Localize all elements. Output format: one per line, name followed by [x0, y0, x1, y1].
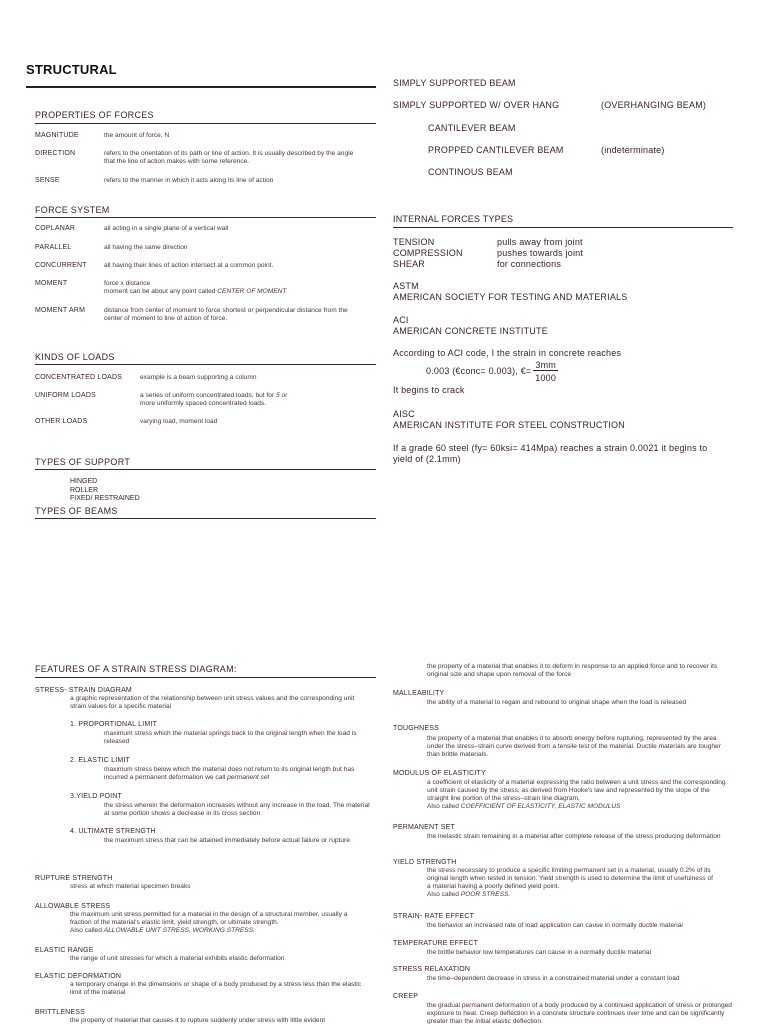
- yield-strength-also: [427, 891, 717, 899]
- magnitude-term: MAGNITUDE: [35, 132, 79, 139]
- propped-note: (indeterminate): [601, 145, 665, 155]
- strain-fraction: [533, 360, 558, 383]
- beams-divider: [35, 518, 376, 519]
- tension-def: pulls away from joint: [497, 237, 583, 247]
- permanent-set-def: the inelastic strain remaining in a material after complete release of the stress producing deformation: [427, 833, 721, 840]
- sense-term: SENSE: [35, 177, 60, 184]
- grade60-note: If a grade 60 steel (fy= 60ksi= 414Mpa) reaches a strain 0.0021 it begins to yield of (2.1mm): [393, 443, 708, 464]
- astm-full: AMERICAN SOCIETY FOR TESTING AND MATERIALS: [393, 292, 628, 302]
- parallel-term: PARALLEL: [35, 244, 72, 251]
- modulus-term: MODULUS OF ELASTICITY: [393, 770, 486, 777]
- moment-arm-def: distance from center of moment to force shortest or perpendicular distance from the center of moment to line of action of force.: [104, 307, 348, 322]
- compression-def: pushes towards joint: [497, 248, 584, 258]
- elastic-limit-text: maximum stress below which the material does not return to its original length but has incurred a permanent deformation we call: [104, 766, 355, 781]
- internal-forces-divider: [393, 227, 733, 228]
- rupture-term: RUPTURE STRENGTH: [35, 875, 113, 882]
- loads-divider: [35, 364, 376, 365]
- yield-strength-term: YIELD STRENGTH: [393, 859, 457, 866]
- ductility-def: the property of a material that enables it to deform in response to an applied force and to recover its original size and shape upon removal of the force: [427, 663, 718, 678]
- concentrated-def: example is a beam supporting a column: [140, 374, 257, 381]
- continuous-beam: CONTINOUS BEAM: [428, 167, 513, 177]
- aci-formula: [426, 360, 558, 383]
- loads-heading: KINDS OF LOADS: [35, 352, 115, 362]
- support-list: [70, 478, 140, 504]
- shear-def: for connections: [497, 259, 562, 269]
- creep-def: the gradual permanent deformation of a body produced by a continued application of stress or prolonged exposure to heat. Creep deflection in a concrete structure continues over time and can be significantly greater than the initial elastic deflection.: [427, 1002, 732, 1024]
- moment-def: [104, 280, 374, 296]
- simply-supported-beam: SIMPLY SUPPORTED BEAM: [393, 78, 516, 88]
- crack-note: It begins to crack: [393, 385, 465, 395]
- coplanar-term: COPLANAR: [35, 225, 76, 232]
- support-heading: TYPES OF SUPPORT: [35, 457, 131, 467]
- direction-term: DIRECTION: [35, 150, 76, 157]
- center-of-moment: CENTER OF MOMENT: [217, 288, 287, 295]
- modulus-def: [427, 779, 732, 811]
- overhang-note: (OVERHANGING BEAM): [601, 100, 707, 110]
- shear-term: SHEAR: [393, 259, 426, 269]
- relaxation-term: STRESS RELAXATION: [393, 966, 471, 973]
- ultimate-strength-def: the maximum stress that can be attained immediately before actual failure or rupture: [104, 837, 350, 844]
- moment-term: MOMENT: [35, 280, 68, 287]
- astm-abbr: ASTM: [393, 281, 419, 291]
- yield-point-label: 3.YIELD POINT: [70, 793, 123, 800]
- stress-strain-term: STRESS- STRAIN DIAGRAM: [35, 687, 132, 694]
- concentrated-term: CONCENTRATED LOADS: [35, 374, 123, 381]
- uniform-def-line1: [140, 392, 372, 400]
- permanent-set-em: permanent set: [227, 774, 270, 781]
- fraction-denominator: 1000: [535, 373, 557, 383]
- elastic-range-def: the range of unit stresses for which a material exhibits elastic deformation: [70, 955, 285, 962]
- toughness-def: the property of a material that enables it to absorb energy before rupturing, represented by the area under the stress–strain curve derived from a tensile test of the material. Ductile materials are tougher than brittle materials.: [427, 735, 721, 758]
- internal-forces-heading: INTERNAL FORCES TYPES: [393, 214, 514, 224]
- page-title: STRUCTURAL: [26, 62, 117, 77]
- ultimate-strength-label: 4. ULTIMATE STRENGTH: [70, 828, 156, 835]
- elastic-range-term: ELASTIC RANGE: [35, 947, 94, 954]
- allowable-term: ALLOWABLE STRESS: [35, 903, 111, 910]
- modulus-also-text: Also called: [427, 803, 459, 810]
- uniform-def: [140, 392, 372, 408]
- support-roller: ROLLER: [70, 486, 99, 494]
- support-fixed: FIXED/ RESTRAINED: [70, 495, 140, 502]
- permanent-set-term: PERMANENT SET: [393, 824, 455, 831]
- propped-cantilever-beam: PROPPED CANTILEVER BEAM: [428, 145, 564, 155]
- direction-def: refers to the orientation of its path or line of action. It is usually described by the angle that the line of action makes with some reference.: [104, 150, 354, 165]
- allowable-also: [70, 927, 370, 935]
- strain-rate-term: STRAIN- RATE EFFECT: [393, 913, 475, 920]
- proportional-limit-def: maximum stress which the material springs back to the original length when the load is released: [104, 730, 357, 745]
- allowable-also-em: ALLOWABLE UNIT STRESS, WORKING STRESS.: [103, 927, 255, 934]
- concurrent-def: all having their lines of action intersect at a common point.: [104, 262, 274, 269]
- malleability-def: the ability of a material to regain and rebound to original shape when the load is released: [427, 699, 687, 706]
- concurrent-term: CONCURRENT: [35, 262, 87, 269]
- allowable-also-text: Also called: [70, 927, 102, 934]
- toughness-term: TOUGHNESS: [393, 725, 440, 732]
- uniform-def-text: a series of uniform concentrated loads, but for: [140, 392, 275, 399]
- elastic-limit-def: [104, 766, 370, 782]
- features-heading: FEATURES OF A STRAIN STRESS DIAGRAM:: [35, 664, 237, 674]
- yield-point-def: the stress wherein the deformation increases without any increase in the load. The material at some portion shows a decrease in its cross section: [104, 802, 370, 817]
- rupture-def: stress at which material specimen breaks: [70, 883, 191, 890]
- overhang-beam: SIMPLY SUPPORTED W/ OVER HANG: [393, 100, 560, 110]
- allowable-def: [70, 911, 370, 935]
- relaxation-def: the time–dependent decrease in stress in a constrained material under a constant load: [427, 975, 680, 982]
- force-system-divider: [35, 217, 376, 218]
- aisc-abbr: AISC: [393, 409, 415, 419]
- proportional-limit-label: 1. PROPORTIONAL LIMIT: [70, 721, 158, 728]
- magnitude-def: the amount of force, N: [104, 132, 170, 139]
- fraction-numerator: 3mm: [535, 360, 556, 370]
- moment-def-line2: [104, 288, 374, 296]
- modulus-also-em: COEFFICIENT OF ELASTICITY, ELASTIC MODULUS: [460, 803, 621, 810]
- aci-formula-text: 0.003 (€conc= 0.003), €=: [426, 365, 532, 376]
- aci-full: AMERICAN CONCRETE INSTITUTE: [393, 326, 548, 336]
- force-system-heading: FORCE SYSTEM: [35, 205, 110, 215]
- moment-def-text: moment can be about any point called: [104, 288, 216, 295]
- aisc-full: AMERICAN INSTITUTE FOR STEEL CONSTRUCTION: [393, 420, 625, 430]
- modulus-also: [427, 803, 732, 811]
- brittleness-def: the property of material that causes it to rupture suddenly under stress with little evident: [70, 1017, 326, 1024]
- uniform-term: UNIFORM LOADS: [35, 392, 96, 399]
- support-divider: [35, 469, 376, 470]
- stress-strain-def: a graphic representation of the relationship between unit stress values and the corresponding unit strain values for a specific material: [70, 695, 355, 710]
- compression-term: COMPRESSION: [393, 248, 463, 258]
- features-divider: [35, 677, 376, 678]
- creep-term: CREEP: [393, 993, 419, 1000]
- yield-strength-def: [427, 867, 717, 899]
- yield-strength-also-text: Also called: [427, 891, 459, 898]
- brittleness-term: BRITTLENESS: [35, 1009, 86, 1016]
- elastic-limit-label: 2. ELASTIC LIMIT: [70, 757, 130, 764]
- yield-strength-def-text: the stress necessary to produce a specific limiting permanent set in a material, usually 0.2% of its original length when tested in tension. Yield strength is used to determine the limit of usefulness of a material having a poorly defined yield point.: [427, 867, 713, 890]
- cantilever-beam: CANTILEVER BEAM: [428, 123, 516, 133]
- aci-abbr: ACI: [393, 315, 409, 325]
- parallel-def: all having the same direction: [104, 244, 188, 251]
- uniform-def-line2: more uniformly spaced concentrated loads.: [140, 400, 267, 407]
- strain-rate-def: the behavior an increased rate of load application can cause in normally ductile material: [427, 922, 683, 929]
- coplanar-def: all acting in a single plane of a vertical wall: [104, 225, 229, 232]
- temperature-term: TEMPERATURE EFFECT: [393, 940, 479, 947]
- elastic-deformation-term: ELASTIC DEFORMATION: [35, 973, 122, 980]
- malleability-term: MALLEABILITY: [393, 690, 445, 697]
- sense-def: refers to the manner in which it acts along its line of action: [104, 177, 274, 184]
- other-loads-def: varying load, moment load: [140, 418, 218, 425]
- moment-arm-term: MOMENT ARM: [35, 307, 86, 314]
- moment-def-line1: force x distance: [104, 280, 151, 287]
- tension-term: TENSION: [393, 237, 435, 247]
- beams-heading: TYPES OF BEAMS: [35, 506, 118, 516]
- elastic-deformation-def: a temporary change in the dimensions or shape of a body produced by a stress less than the elastic limit of the material: [70, 981, 362, 996]
- support-hinged: HINGED: [70, 478, 98, 485]
- properties-heading: PROPERTIES OF FORCES: [35, 110, 154, 120]
- properties-divider: [35, 123, 376, 124]
- yield-strength-also-em: POOR STRESS.: [460, 891, 511, 898]
- temperature-def: the brittle behavior low temperatures can cause in a normally ductile material: [427, 949, 651, 956]
- modulus-def-text: a coefficient of elasticity of a material expressing the ratio between a unit stress and the corresponding unit strain caused by the stress, as derived from Hooke's law and represented by the slope of the straight line portion of the stress–strain line diagram.: [427, 779, 726, 802]
- allowable-def-text: the maximum unit stress permitted for a material in the design of a structural member, usually a fraction of the material's elastic limit, yield strength, or ultimate strength.: [70, 911, 348, 926]
- uniform-def-em: 5 or: [276, 392, 288, 399]
- aci-code-line: According to ACI code, I the strain in concrete reaches: [393, 348, 622, 358]
- other-loads-term: OTHER LOADS: [35, 418, 88, 425]
- title-divider: [26, 86, 376, 88]
